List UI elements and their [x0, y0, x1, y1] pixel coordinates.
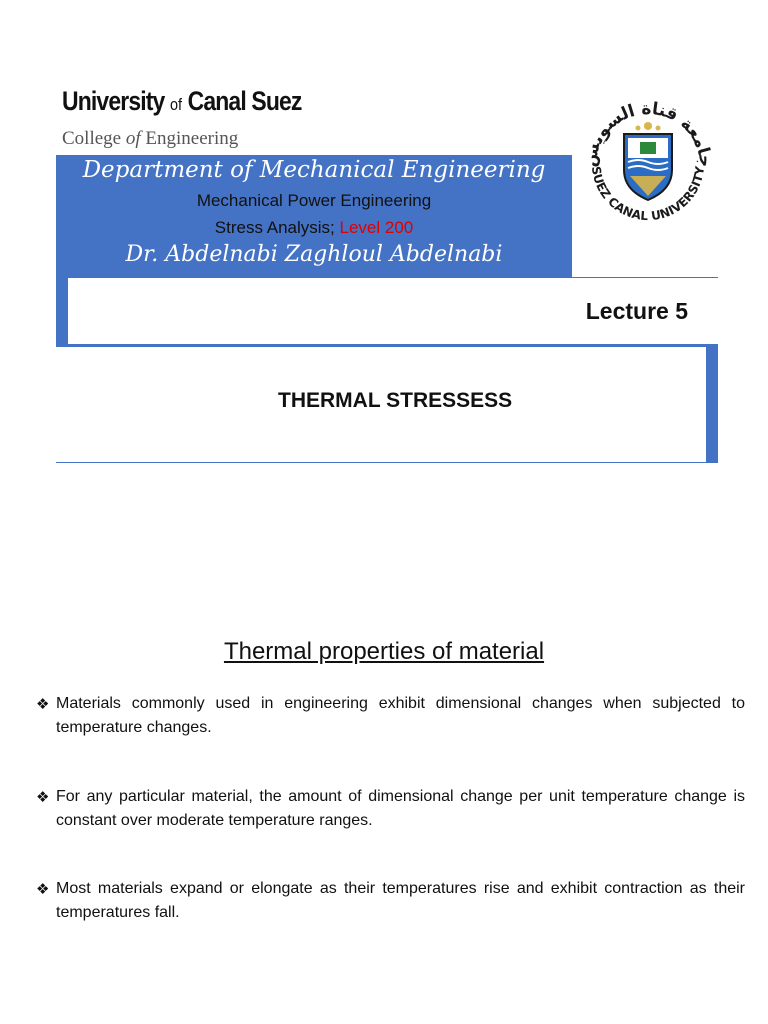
diamond-bullet-icon: ❖	[36, 788, 50, 806]
lecture-number: Lecture 5	[585, 298, 688, 324]
course-name: Stress Analysis;	[214, 218, 335, 237]
logo-arabic-text: جامعة قناة السويس	[579, 98, 716, 169]
bullet-item	[36, 785, 745, 833]
title-panel	[56, 347, 718, 463]
bullet-text: Materials commonly used in engineering exhibit dimensional changes when subjected to temperature changes.	[56, 695, 745, 736]
department-name: Department of Mechanical Engineering	[82, 157, 546, 183]
lecture-title: THERMAL STRESSESS	[278, 389, 513, 412]
bullet-text: Most materials expand or elongate as their temperatures rise and exhibit contraction as their temperatures fall.	[56, 880, 745, 921]
college-part1: College	[62, 128, 122, 149]
lecturer-name: Dr. Abdelnabi Zaghloul Abdelnabi	[125, 242, 503, 267]
bullet-item	[36, 692, 745, 740]
college-of: of	[125, 128, 141, 149]
section-heading: Thermal properties of material	[223, 638, 545, 665]
university-name-part2: Canal Suez	[187, 86, 302, 116]
diamond-bullet-icon: ❖	[36, 695, 50, 713]
logo-seal-icon	[578, 96, 718, 226]
course-level: Level 200	[339, 218, 414, 237]
department-banner	[56, 155, 572, 277]
university-title	[62, 86, 302, 117]
diamond-bullet-icon: ❖	[36, 880, 50, 898]
college-name	[62, 128, 238, 150]
program-name: Mechanical Power Engineering	[196, 191, 432, 210]
logo-english-text: SUEZ CANAL UNIVERSITY	[588, 165, 708, 224]
college-part2: Engineering	[145, 128, 239, 149]
lecture-panel	[56, 277, 718, 347]
university-of: of	[170, 95, 183, 114]
bullet-item	[36, 877, 745, 925]
university-name-part1: University	[62, 86, 165, 116]
bullet-text: For any particular material, the amount of dimensional change per unit temperature change is constant over moderate temperature ranges.	[56, 788, 745, 829]
university-logo	[578, 96, 718, 226]
course-line	[56, 218, 572, 238]
